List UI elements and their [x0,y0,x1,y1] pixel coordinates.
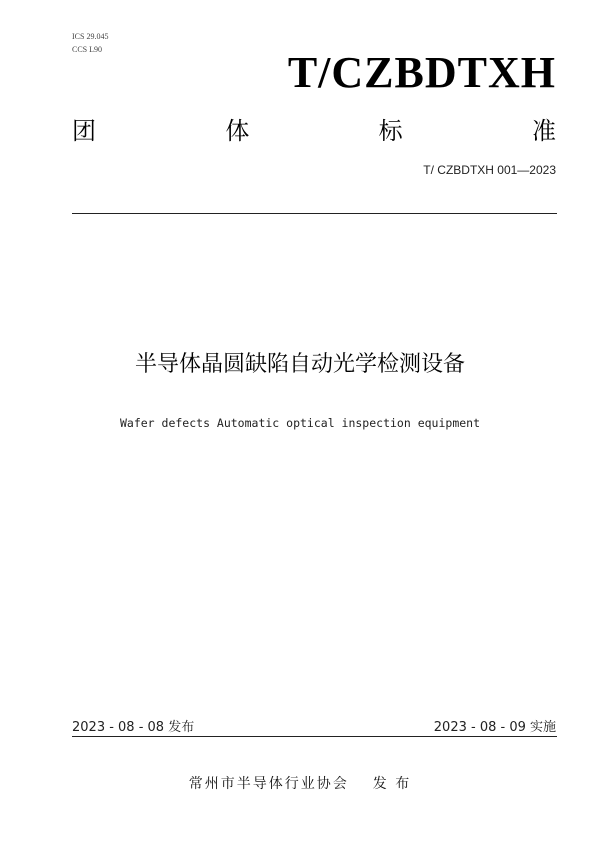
standard-type [72,116,556,146]
ics-code: ICS 29.045 [72,32,109,41]
standard-type-char: 标 [378,117,403,145]
standard-type-char: 准 [531,117,556,145]
issue-date: 2023 - 08 - 08 发布 [72,720,195,735]
classification-codes [72,30,108,56]
document-title-english: Wafer defects Automatic optical inspection equipment [119,416,481,430]
document-title-chinese: 半导体晶圆缺陷自动光学检测设备 [134,352,465,377]
standard-type-char: 团 [72,117,96,145]
publisher-line [0,773,600,793]
standard-number: T/ CZBDTXH 001—2023 [423,163,556,177]
standard-type-char: 体 [225,117,250,145]
top-divider [72,213,557,214]
ccs-code: CCS L90 [72,45,103,54]
publish-action: 发 布 [372,776,412,792]
organization-logo: T/CZBDTXH [287,48,556,97]
bottom-divider [72,736,557,737]
implementation-date: 2023 - 08 - 09 实施 [433,720,556,735]
publisher-name: 常州市半导体行业协会 [188,776,349,792]
